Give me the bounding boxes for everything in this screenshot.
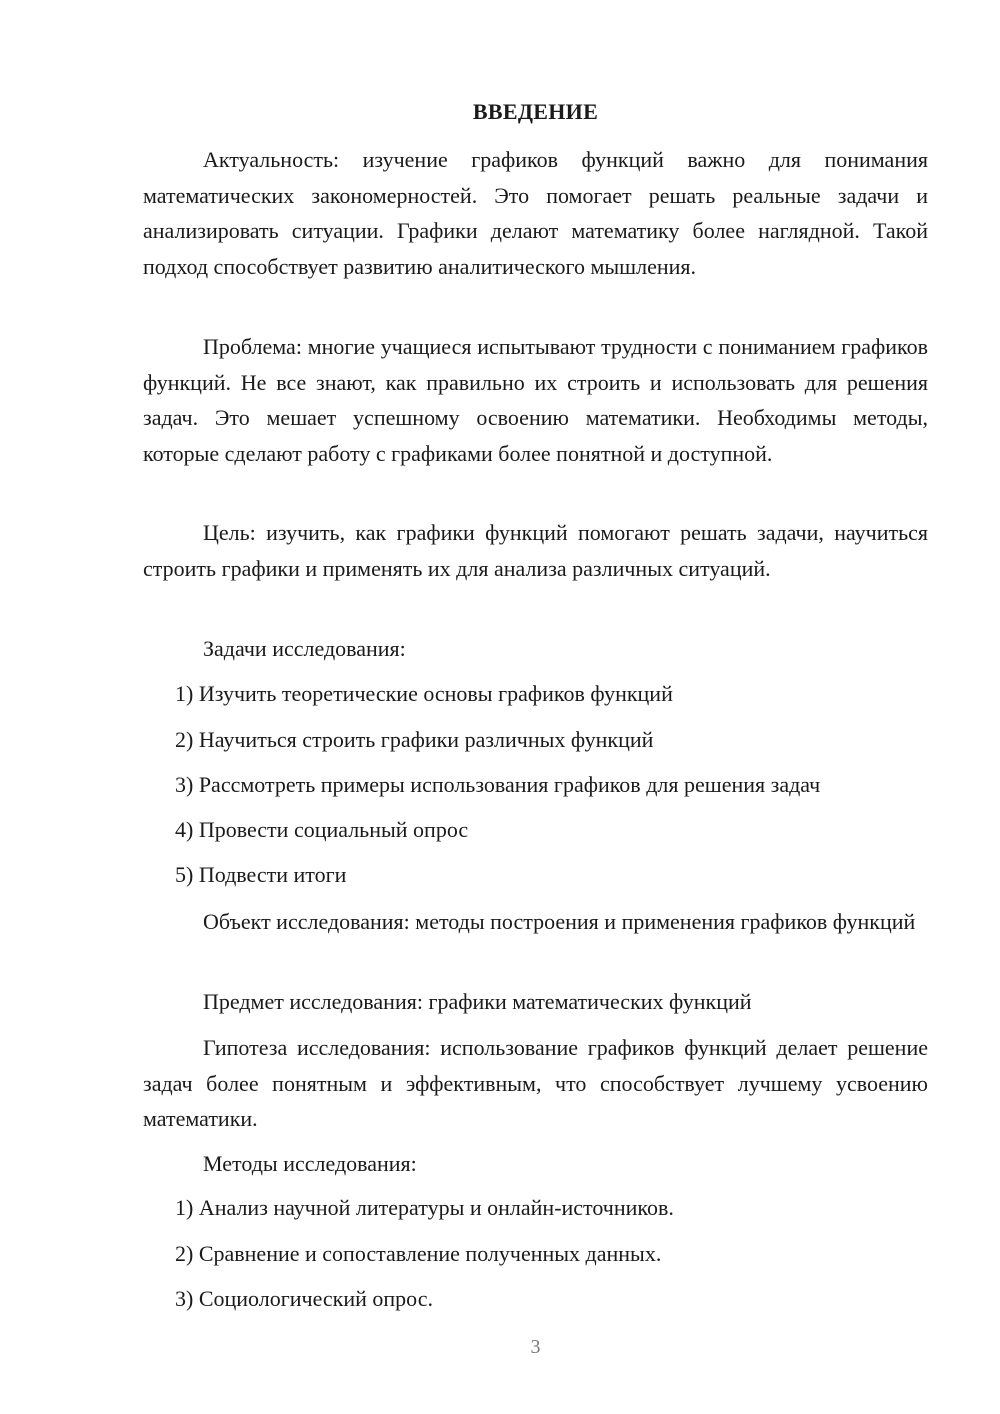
relevance-paragraph: Актуальность: изучение графиков функций важно для понимания математических закономерностей. Это помогает решать реальные задачи и анализировать ситуации. Графики делают математику более наглядной. Такой подход способствует развитию аналитического мышления. <box>143 147 928 279</box>
task-item: 5) Подвести итоги <box>175 862 347 887</box>
object-paragraph: Объект исследования: методы построения и применения графиков функций <box>203 909 916 934</box>
methods-heading: Методы исследования: <box>203 1151 417 1176</box>
task-item: 3) Рассмотреть примеры использования графиков для решения задач <box>175 772 821 797</box>
method-item: 3) Социологический опрос. <box>175 1286 433 1311</box>
task-item: 1) Изучить теоретические основы графиков функций <box>175 681 673 706</box>
subject-paragraph: Предмет исследования: графики математических функций <box>203 989 752 1014</box>
problem-paragraph: Проблема: многие учащиеся испытывают трудности с пониманием графиков функций. Не все знают, как правильно их строить и использовать для решения задач. Это мешает успешному освоению математики. Необходимы методы, которые сделают работу с графиками более понятной и доступной. <box>143 334 928 466</box>
page-number: 3 <box>530 1336 541 1358</box>
method-item: 1) Анализ научной литературы и онлайн-источников. <box>175 1195 674 1220</box>
tasks-heading: Задачи исследования: <box>203 636 406 661</box>
page-title: ВВЕДЕНИЕ <box>472 99 599 124</box>
method-item: 2) Сравнение и сопоставление полученных данных. <box>175 1241 662 1266</box>
document-page <box>143 0 928 1414</box>
task-item: 4) Провести социальный опрос <box>175 817 469 842</box>
task-item: 2) Научиться строить графики различных функций <box>175 727 654 752</box>
goal-paragraph: Цель: изучить, как графики функций помогают решать задачи, научиться строить графики и применять их для анализа различных ситуаций. <box>143 520 928 581</box>
hypothesis-paragraph: Гипотеза исследования: использование графиков функций делает решение задач более понятным и эффективным, что способствует лучшему усвоению математики. <box>143 1035 928 1131</box>
